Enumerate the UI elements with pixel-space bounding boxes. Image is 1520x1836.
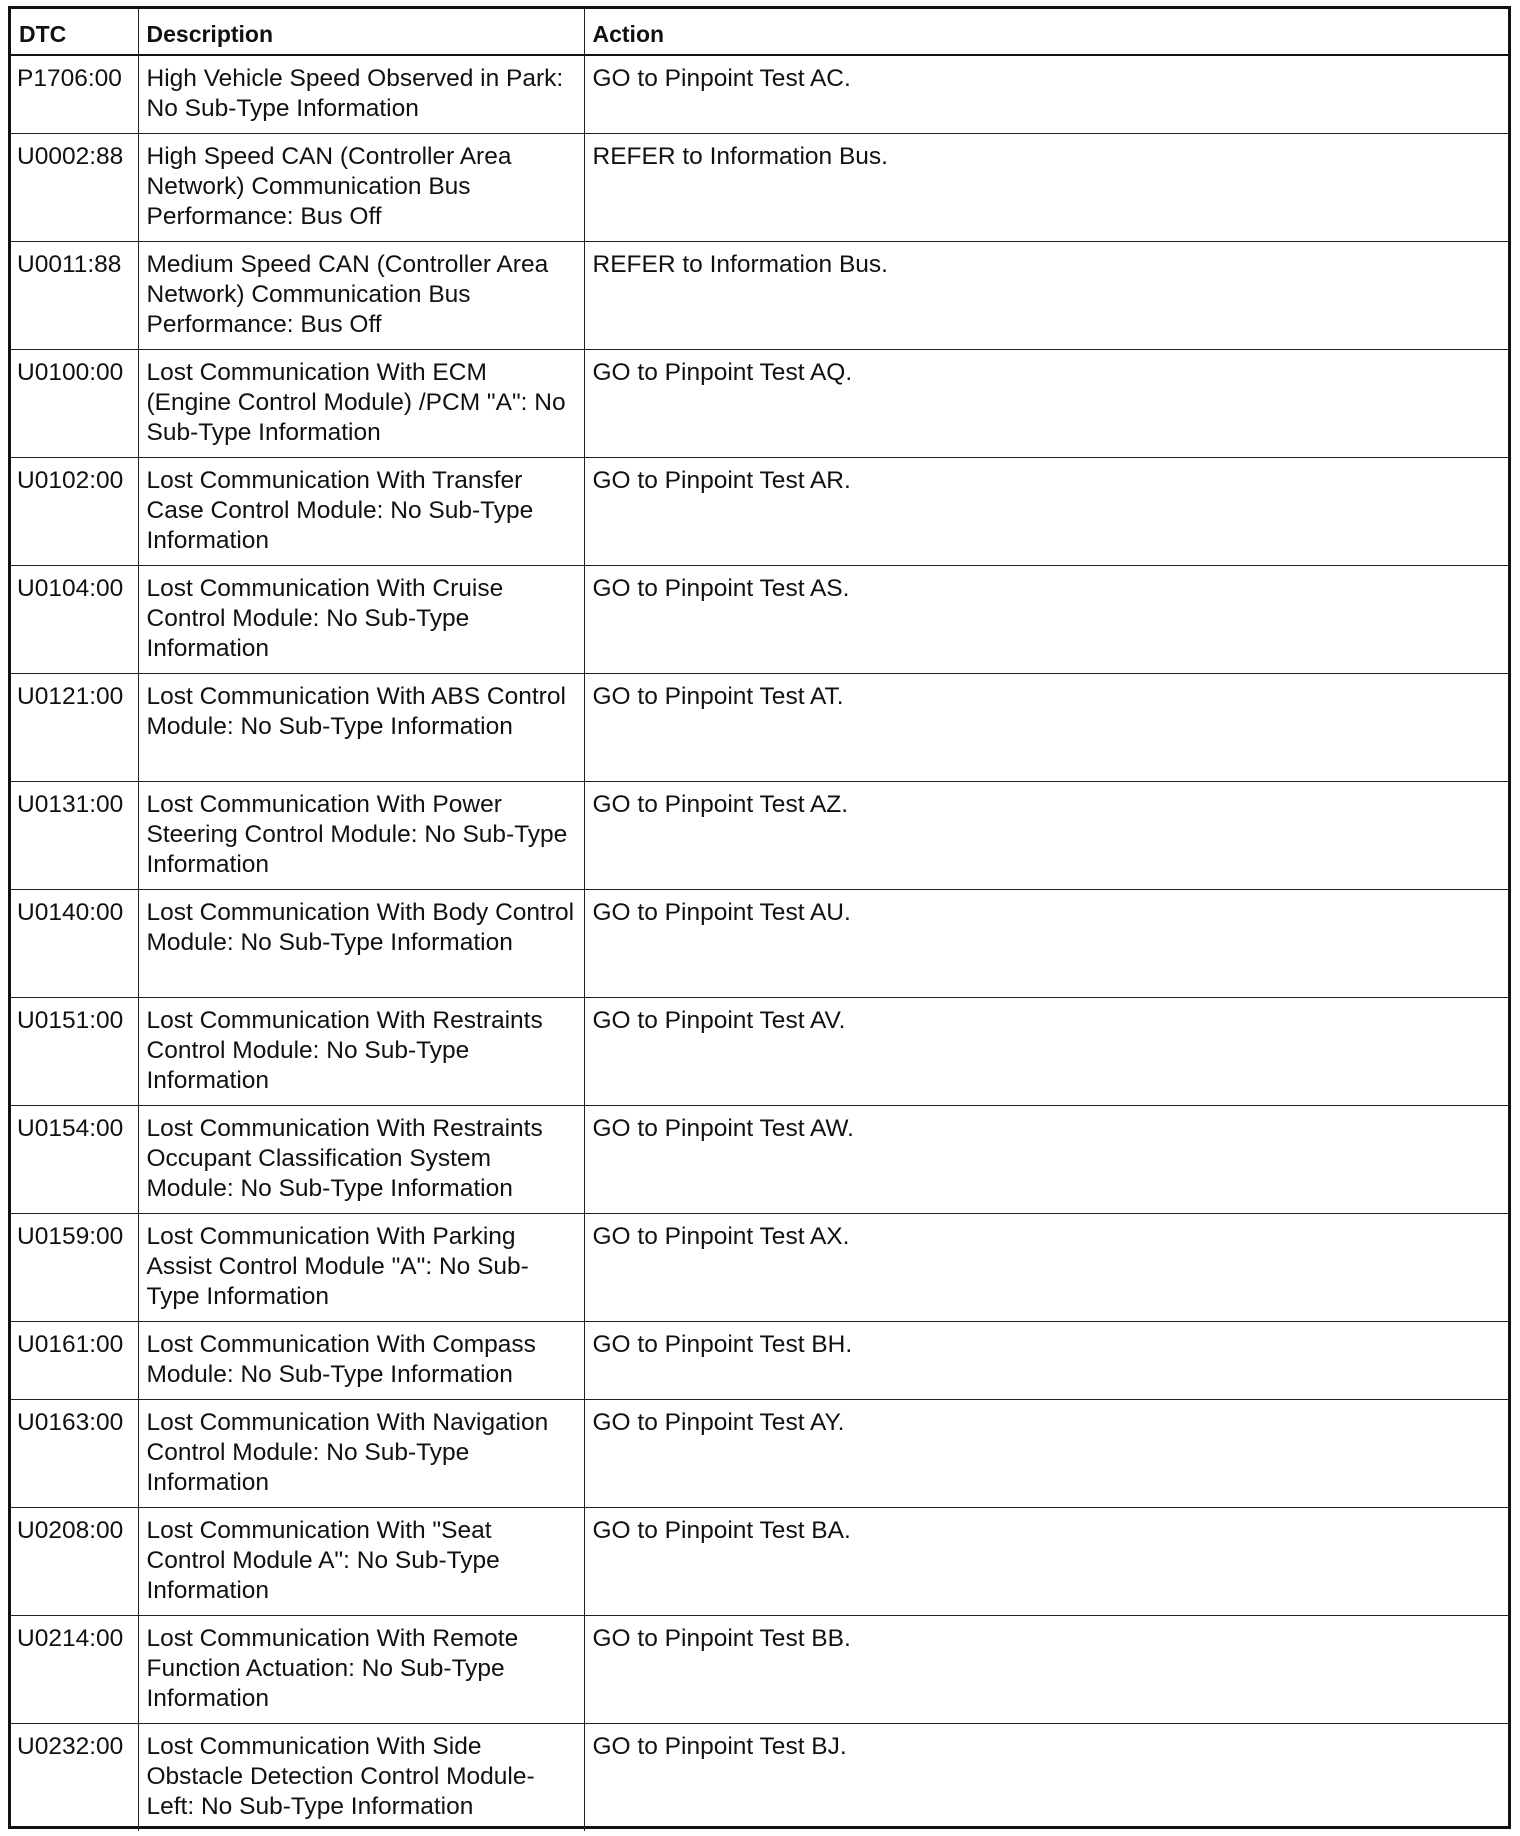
dtc-action: REFER to Information Bus. (584, 133, 1508, 241)
table-row (11, 133, 1508, 241)
dtc-action: GO to Pinpoint Test AY. (584, 1399, 1508, 1507)
dtc-code: U0214:00 (11, 1615, 138, 1723)
table-row (11, 889, 1508, 997)
dtc-code: U0131:00 (11, 781, 138, 889)
dtc-action: GO to Pinpoint Test AC. (584, 55, 1508, 133)
table-row (11, 997, 1508, 1105)
dtc-description: Lost Communication With Cruise Control Module: No Sub-Type Information (138, 565, 584, 673)
dtc-description: Lost Communication With Parking Assist Control Module "A": No Sub-Type Information (138, 1213, 584, 1321)
table-row (11, 1213, 1508, 1321)
table-row (11, 1507, 1508, 1615)
dtc-action: GO to Pinpoint Test BB. (584, 1615, 1508, 1723)
dtc-description: Lost Communication With ECM (Engine Control Module) /PCM "A": No Sub-Type Information (138, 349, 584, 457)
dtc-action: GO to Pinpoint Test AZ. (584, 781, 1508, 889)
dtc-description: Lost Communication With Restraints Control Module: No Sub-Type Information (138, 997, 584, 1105)
table-row (11, 457, 1508, 565)
dtc-code: U0002:88 (11, 133, 138, 241)
header-action: Action (584, 9, 1508, 55)
dtc-action: GO to Pinpoint Test AX. (584, 1213, 1508, 1321)
dtc-description: Medium Speed CAN (Controller Area Network) Communication Bus Performance: Bus Off (138, 241, 584, 349)
dtc-description: Lost Communication With Side Obstacle Detection Control Module-Left: No Sub-Type Information (138, 1723, 584, 1831)
dtc-description: Lost Communication With Transfer Case Control Module: No Sub-Type Information (138, 457, 584, 565)
dtc-code: U0121:00 (11, 673, 138, 781)
dtc-action: GO to Pinpoint Test AW. (584, 1105, 1508, 1213)
dtc-code: U0159:00 (11, 1213, 138, 1321)
dtc-description: High Vehicle Speed Observed in Park: No Sub-Type Information (138, 55, 584, 133)
dtc-action: GO to Pinpoint Test AU. (584, 889, 1508, 997)
header-description: Description (138, 9, 584, 55)
table-row (11, 349, 1508, 457)
dtc-action: GO to Pinpoint Test AS. (584, 565, 1508, 673)
dtc-description: Lost Communication With ABS Control Module: No Sub-Type Information (138, 673, 584, 781)
dtc-description: Lost Communication With Power Steering Control Module: No Sub-Type Information (138, 781, 584, 889)
dtc-code: U0151:00 (11, 997, 138, 1105)
header-dtc: DTC (11, 9, 138, 55)
table-row (11, 241, 1508, 349)
table-row (11, 673, 1508, 781)
table-row (11, 1105, 1508, 1213)
dtc-action: GO to Pinpoint Test BJ. (584, 1723, 1508, 1831)
table-row (11, 781, 1508, 889)
dtc-description: High Speed CAN (Controller Area Network) Communication Bus Performance: Bus Off (138, 133, 584, 241)
table-row (11, 1615, 1508, 1723)
table-row (11, 55, 1508, 133)
dtc-action: GO to Pinpoint Test BH. (584, 1321, 1508, 1399)
table-row (11, 1399, 1508, 1507)
dtc-action: GO to Pinpoint Test AT. (584, 673, 1508, 781)
dtc-action: REFER to Information Bus. (584, 241, 1508, 349)
dtc-table-container (8, 6, 1511, 1829)
dtc-action: GO to Pinpoint Test AQ. (584, 349, 1508, 457)
dtc-code: U0208:00 (11, 1507, 138, 1615)
dtc-action: GO to Pinpoint Test BA. (584, 1507, 1508, 1615)
dtc-code: U0232:00 (11, 1723, 138, 1831)
dtc-description: Lost Communication With Restraints Occupant Classification System Module: No Sub-Type Information (138, 1105, 584, 1213)
dtc-code: U0154:00 (11, 1105, 138, 1213)
dtc-code: U0104:00 (11, 565, 138, 673)
dtc-action: GO to Pinpoint Test AR. (584, 457, 1508, 565)
dtc-code: U0161:00 (11, 1321, 138, 1399)
dtc-code: U0163:00 (11, 1399, 138, 1507)
table-row (11, 1723, 1508, 1831)
table-header-row (11, 9, 1508, 55)
table-row (11, 565, 1508, 673)
dtc-code: P1706:00 (11, 55, 138, 133)
dtc-code: U0100:00 (11, 349, 138, 457)
dtc-description: Lost Communication With Navigation Control Module: No Sub-Type Information (138, 1399, 584, 1507)
table-row (11, 1321, 1508, 1399)
dtc-description: Lost Communication With Compass Module: No Sub-Type Information (138, 1321, 584, 1399)
dtc-code: U0102:00 (11, 457, 138, 565)
dtc-code: U0140:00 (11, 889, 138, 997)
dtc-action: GO to Pinpoint Test AV. (584, 997, 1508, 1105)
dtc-description: Lost Communication With "Seat Control Module A": No Sub-Type Information (138, 1507, 584, 1615)
dtc-description: Lost Communication With Remote Function Actuation: No Sub-Type Information (138, 1615, 584, 1723)
dtc-code: U0011:88 (11, 241, 138, 349)
dtc-description: Lost Communication With Body Control Module: No Sub-Type Information (138, 889, 584, 997)
dtc-table (11, 9, 1508, 1831)
